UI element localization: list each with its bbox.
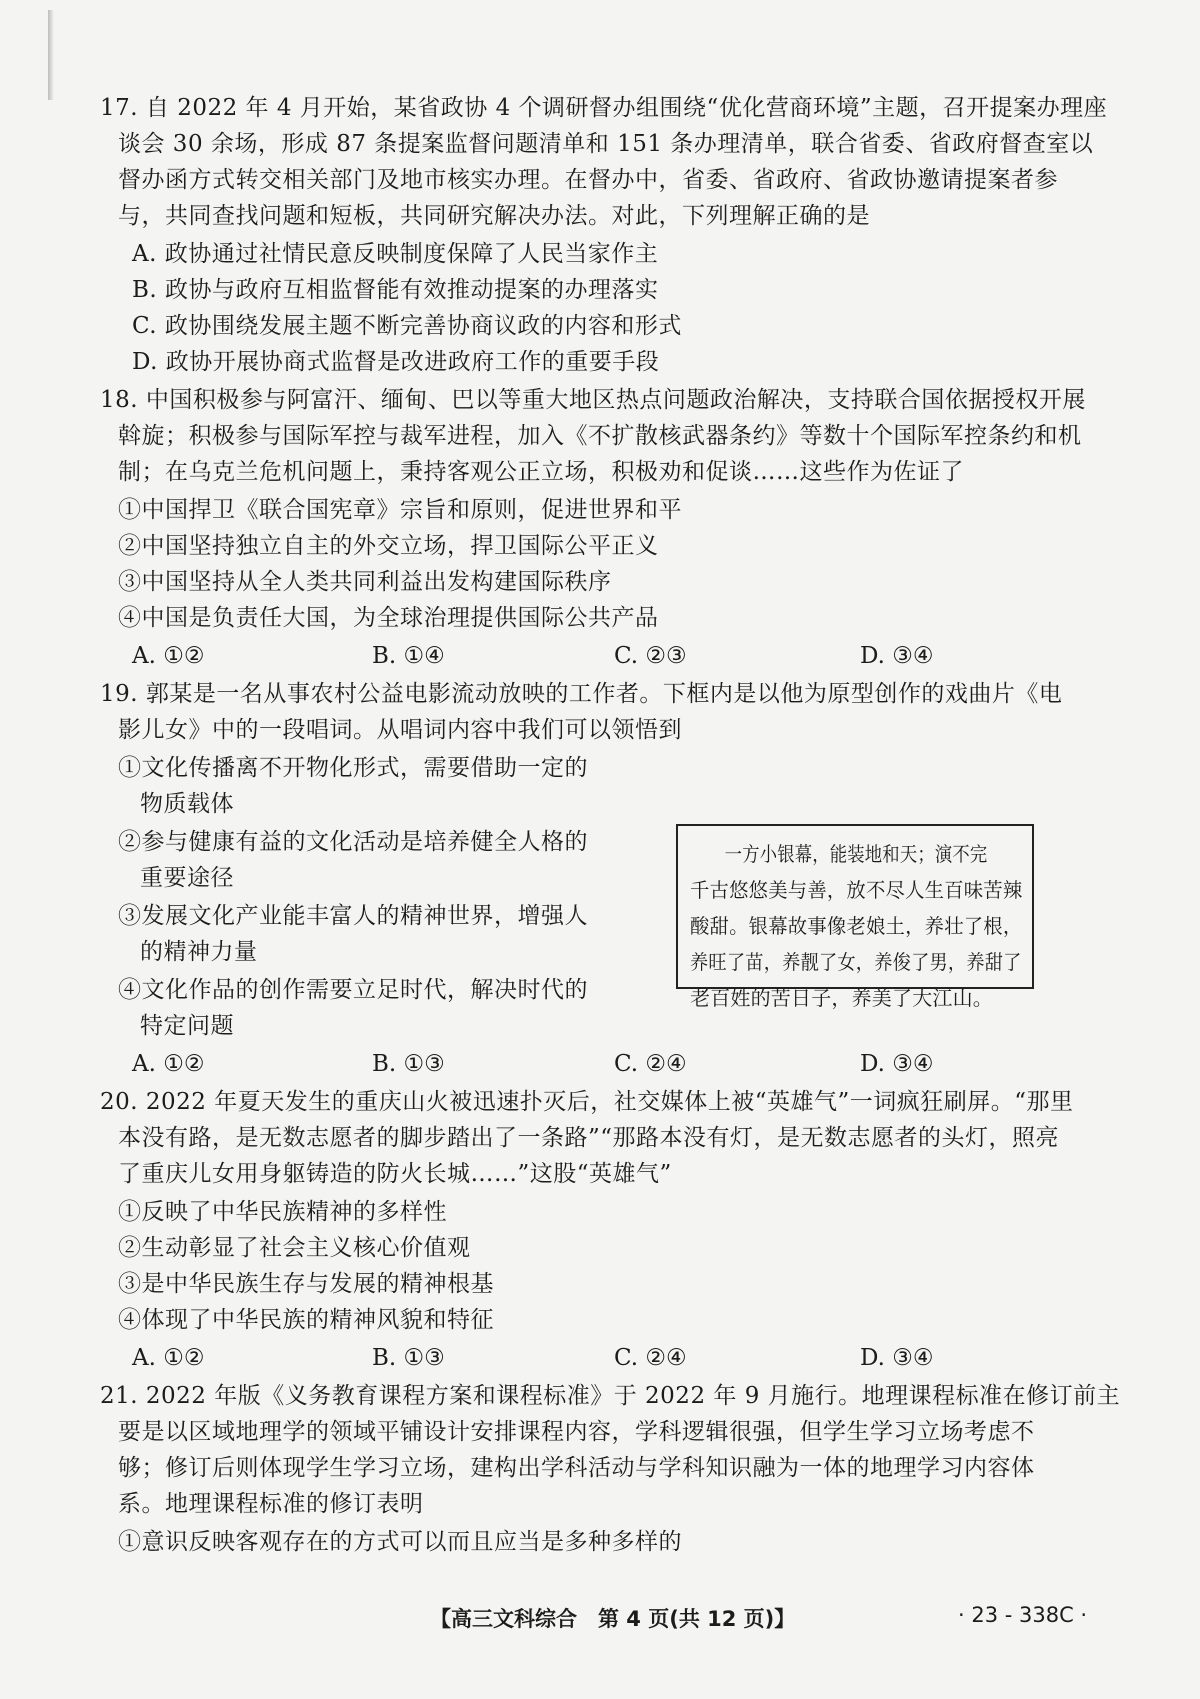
q19-choice-b: B. ①③ (372, 1051, 445, 1077)
q17-line-3: 督办函方式转交相关部门及地市核实办理。在督办中，省委、省政府、省政协邀请提案者参 (118, 167, 1058, 193)
q19-item-3-cont: 的精神力量 (140, 939, 258, 965)
q19-item-2-cont: 重要途径 (140, 865, 234, 891)
q18-line-3: 制；在乌克兰危机问题上，秉持客观公正立场，积极劝和促谈……这些作为佐证了 (118, 459, 964, 485)
q21-line-2: 要是以区域地理学的领域平铺设计安排课程内容，学科逻辑很强，但学生学习立场考虑不 (118, 1419, 1035, 1445)
q20-item-1: ①反映了中华民族精神的多样性 (118, 1199, 447, 1225)
lyrics-line: 酸甜。银幕故事像老娘土，养壮了根， (690, 914, 1023, 938)
q18-choice-a: A. ①② (132, 643, 205, 669)
q20-line-2: 本没有路，是无数志愿者的脚步踏出了一条路”“那路本没有灯，是无数志愿者的头灯，照亮 (118, 1125, 1060, 1151)
q20-choice-a: A. ①② (132, 1345, 205, 1371)
q18-line-2: 斡旋；积极参与国际军控与裁军进程，加入《不扩散核武器条约》等数十个国际军控条约和机 (118, 423, 1082, 449)
lyrics-line: 一方小银幕，能装地和天；演不完 (724, 842, 988, 866)
q19-choice-a: A. ①② (132, 1051, 205, 1077)
q18-item-1: ①中国捍卫《联合国宪章》宗旨和原则，促进世界和平 (118, 497, 682, 523)
q21-line-4: 系。地理课程标准的修订表明 (118, 1491, 424, 1517)
q19-item-4: ④文化作品的创作需要立足时代，解决时代的 (118, 977, 588, 1003)
q20-choice-c: C. ②④ (614, 1345, 687, 1371)
q17-option-c: C. 政协围绕发展主题不断完善协商议政的内容和形式 (132, 313, 682, 339)
q18-choice-d: D. ③④ (860, 643, 934, 669)
q20-line-1: 20. 2022 年夏天发生的重庆山火被迅速扑灭后，社交媒体上被“英雄气”一词疯狂刷屏。“那里 (100, 1089, 1074, 1115)
lyrics-line: 老百姓的苦日子，养美了大江山。 (690, 986, 993, 1010)
page-footer-title: 【高三文科综合 第 4 页(共 12 页)】 (430, 1607, 796, 1631)
q20-item-4: ④体现了中华民族的精神风貌和特征 (118, 1307, 494, 1333)
q17-option-b: B. 政协与政府互相监督能有效推动提案的办理落实 (132, 277, 659, 303)
q19-choice-d: D. ③④ (860, 1051, 934, 1077)
lyrics-line: 养旺了苗，养靓了女，养俊了男，养甜了 (690, 950, 1022, 974)
q21-line-3: 够；修订后则体现学生学习立场，建构出学科活动与学科知识融为一体的地理学习内容体 (118, 1455, 1035, 1481)
q17-line-1: 17. 自 2022 年 4 月开始，某省政协 4 个调研督办组围绕“优化营商环境”主题，召开提案办理座 (100, 95, 1108, 121)
q18-item-4: ④中国是负责任大国，为全球治理提供国际公共产品 (118, 605, 659, 631)
q19-line-2: 影儿女》中的一段唱词。从唱词内容中我们可以领悟到 (118, 717, 682, 743)
q18-item-2: ②中国坚持独立自主的外交立场，捍卫国际公平正义 (118, 533, 659, 559)
q19-item-4-cont: 特定问题 (140, 1013, 234, 1039)
q19-item-2: ②参与健康有益的文化活动是培养健全人格的 (118, 829, 588, 855)
q19-line-1: 19. 郭某是一名从事农村公益电影流动放映的工作者。下框内是以他为原型创作的戏曲片《电 (100, 681, 1063, 707)
q18-choice-c: C. ②③ (614, 643, 687, 669)
q21-item-1: ①意识反映客观存在的方式可以而且应当是多种多样的 (118, 1529, 682, 1555)
page-footer-code: · 23 - 338C · (958, 1603, 1088, 1627)
q18-item-3: ③中国坚持从全人类共同利益出发构建国际秩序 (118, 569, 612, 595)
q20-item-2: ②生动彰显了社会主义核心价值观 (118, 1235, 471, 1261)
q17-line-2: 谈会 30 余场，形成 87 条提案监督问题清单和 151 条办理清单，联合省委、省政府督查室以 (118, 131, 1094, 157)
q19-item-1: ①文化传播离不开物化形式，需要借助一定的 (118, 755, 588, 781)
q20-choice-d: D. ③④ (860, 1345, 934, 1371)
q19-item-1-cont: 物质载体 (140, 791, 234, 817)
q18-line-1: 18. 中国积极参与阿富汗、缅甸、巴以等重大地区热点问题政治解决，支持联合国依据授权开展 (100, 387, 1086, 413)
lyrics-line: 千古悠悠美与善，放不尽人生百味苦辣 (690, 878, 1023, 902)
q18-choice-b: B. ①④ (372, 643, 445, 669)
q20-item-3: ③是中华民族生存与发展的精神根基 (118, 1271, 494, 1297)
q19-item-3: ③发展文化产业能丰富人的精神世界，增强人 (118, 903, 588, 929)
lyrics-box (676, 824, 1034, 1010)
q19-choice-c: C. ②④ (614, 1051, 687, 1077)
q17-option-a: A. 政协通过社情民意反映制度保障了人民当家作主 (132, 241, 659, 267)
q17-option-d: D. 政协开展协商式监督是改进政府工作的重要手段 (132, 349, 660, 375)
q20-line-3: 了重庆儿女用身躯铸造的防火长城……”这股“英雄气” (118, 1161, 672, 1187)
q21-line-1: 21. 2022 年版《义务教育课程方案和课程标准》于 2022 年 9 月施行。地理课程标准在修订前主 (100, 1383, 1121, 1409)
q20-choice-b: B. ①③ (372, 1345, 445, 1371)
q17-line-4: 与，共同查找问题和短板，共同研究解决办法。对此，下列理解正确的是 (118, 203, 870, 229)
